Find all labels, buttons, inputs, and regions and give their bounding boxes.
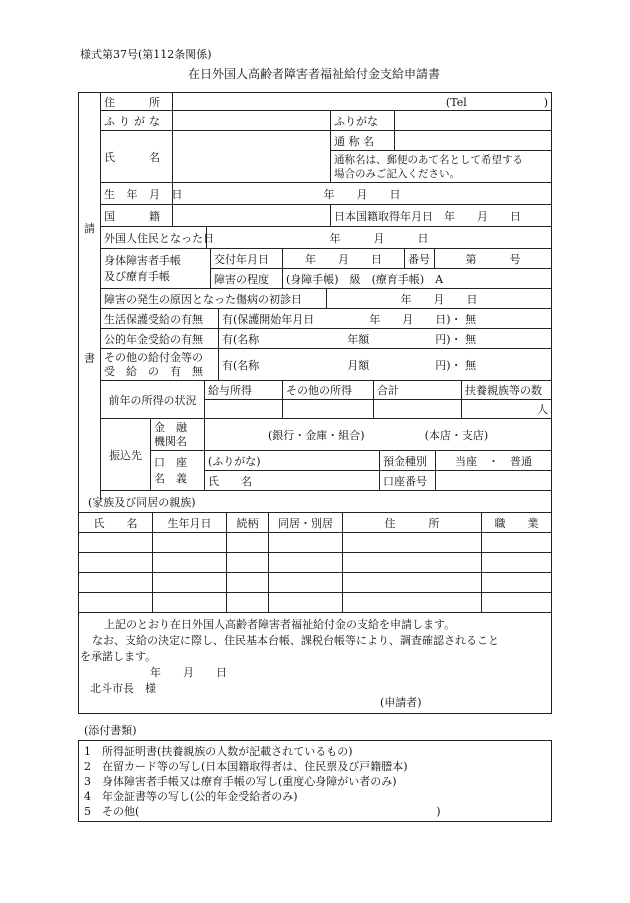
family-header-row: [79, 513, 552, 533]
family-col-address: 住 所: [343, 513, 482, 533]
addressee: 北斗市長 様: [90, 682, 156, 695]
attachments-heading: (添付書類): [84, 724, 137, 737]
salary-label: 給与所得: [205, 381, 283, 400]
address-field[interactable]: (Tel ): [173, 93, 552, 111]
dependents-field[interactable]: 人: [462, 400, 552, 419]
declaration-date[interactable]: 年 月 日: [150, 666, 227, 679]
benefits-table: [100, 308, 552, 381]
account-name-field[interactable]: 氏 名: [205, 471, 380, 491]
other-benefit-label: その他の給付金等の 受 給 の 有 無: [101, 349, 219, 381]
alias-field[interactable]: [395, 131, 552, 151]
family-table: [78, 512, 552, 613]
name-label: 氏 名: [101, 131, 173, 183]
deposit-type-label: 預金種別: [380, 451, 436, 471]
family-heading: (家族及び同居の親族): [88, 496, 196, 509]
family-col-job: 職 業: [482, 513, 552, 533]
transfer-label: 振込先: [101, 419, 151, 491]
applicant-table: [100, 92, 552, 227]
other-income-field[interactable]: [283, 400, 374, 419]
name-field[interactable]: [173, 131, 331, 183]
furigana-alias-label: ふりがな: [331, 111, 395, 131]
deposit-type-field[interactable]: 当座 ・ 普通: [436, 451, 552, 471]
birthdate-field[interactable]: 年 月 日: [173, 183, 552, 205]
side-label-bottom: 書: [84, 352, 95, 365]
pension-field[interactable]: 有(名称 年額 円)・ 無: [219, 329, 552, 349]
list-item: 1 所得証明書(扶養親族の人数が記載されているもの): [84, 745, 353, 758]
number-field[interactable]: 第 号: [435, 249, 552, 269]
table-row[interactable]: [79, 573, 552, 593]
list-item: 3 身体障害者手帳又は療育手帳の写し(重度心身障がい者のみ): [84, 775, 397, 788]
onset-field[interactable]: 年 月 日: [327, 289, 552, 309]
account-holder-label: 口 座 名 義: [151, 451, 205, 491]
form-number: 様式第37号(第112条関係): [80, 48, 212, 61]
resident-date-field[interactable]: 年 月 日: [207, 227, 552, 249]
resident-date-label: 外国人住民となった日: [101, 227, 207, 249]
bank-label: 金 融 機関名: [151, 419, 205, 451]
total-label: 合計: [374, 381, 462, 400]
dependents-label: 扶養親族等の数: [462, 381, 552, 400]
table-row[interactable]: [79, 553, 552, 573]
alias-note: 通称名は、郵便のあて名として希望する 場合のみご記入ください。: [331, 151, 552, 183]
onset-table: [100, 288, 552, 309]
table-row[interactable]: [79, 593, 552, 613]
furigana-field[interactable]: [173, 111, 331, 131]
birthdate-label: 生 年 月 日: [101, 183, 173, 205]
other-income-label: その他の所得: [283, 381, 374, 400]
family-col-relation: 続柄: [227, 513, 269, 533]
alias-label: 通 称 名: [331, 131, 395, 151]
income-table: [100, 380, 552, 419]
list-item: 2 在留カード等の写し(日本国籍取得者は、住民票及び戸籍謄本): [84, 760, 408, 773]
family-col-birthdate: 生年月日: [153, 513, 227, 533]
other-benefit-field[interactable]: 有(名称 月額 円)・ 無: [219, 349, 552, 381]
nationality-label: 国 籍: [101, 205, 173, 227]
resident-table: [100, 226, 552, 249]
declaration-line-1: 上記のとおり在日外国人高齢者障害者福祉給付金の支給を申請します。: [104, 618, 456, 631]
applicant-label: (申請者): [380, 696, 422, 709]
welfare-field[interactable]: 有(保護開始年月日 年 月 日)・ 無: [219, 309, 552, 329]
degree-label: 障害の程度: [211, 269, 283, 289]
list-item: 4 年金証書等の写し(公的年金受給者のみ): [84, 790, 298, 803]
table-row[interactable]: [79, 533, 552, 553]
salary-field[interactable]: [205, 400, 283, 419]
issue-date-field[interactable]: 年 月 日: [283, 249, 405, 269]
account-number-field[interactable]: [436, 471, 552, 491]
welfare-label: 生活保護受給の有無: [101, 309, 219, 329]
list-item: 5 その他( ): [84, 805, 441, 818]
furigana-alias-field[interactable]: [395, 111, 552, 131]
pension-label: 公的年金受給の有無: [101, 329, 219, 349]
handbook-table: [100, 248, 552, 289]
furigana-label: ふりがな: [101, 111, 173, 131]
number-label: 番号: [405, 249, 435, 269]
jp-citizenship-date[interactable]: 日本国籍取得年月日 年 月 日: [331, 205, 552, 227]
declaration-line-3: を承諾します。: [80, 650, 157, 663]
page-title: 在日外国人高齢者障害者福祉給付金支給申請書: [188, 67, 441, 81]
onset-label: 障害の発生の原因となった傷病の初診日: [101, 289, 327, 309]
account-furigana-field[interactable]: (ふりがな): [205, 451, 380, 471]
income-label: 前年の所得の状況: [101, 381, 205, 419]
transfer-table: [100, 418, 552, 491]
family-col-cohabit: 同居・別居: [269, 513, 343, 533]
issue-date-label: 交付年月日: [211, 249, 283, 269]
declaration-line-2: なお、支給の決定に際し、住民基本台帳、課税台帳等により、調査確認されること: [92, 634, 499, 647]
side-label-top: 請: [84, 222, 95, 235]
total-field[interactable]: [374, 400, 462, 419]
account-number-label: 口座番号: [380, 471, 436, 491]
handbook-label: 身体障害者手帳 及び療育手帳: [101, 249, 211, 289]
degree-field[interactable]: (身障手帳) 級 (療育手帳) A: [283, 269, 552, 289]
family-col-name: 氏 名: [79, 513, 153, 533]
bank-field[interactable]: (銀行・金庫・組合) (本店・支店): [205, 419, 552, 451]
nationality-field[interactable]: [173, 205, 331, 227]
address-label: 住 所: [101, 93, 173, 111]
